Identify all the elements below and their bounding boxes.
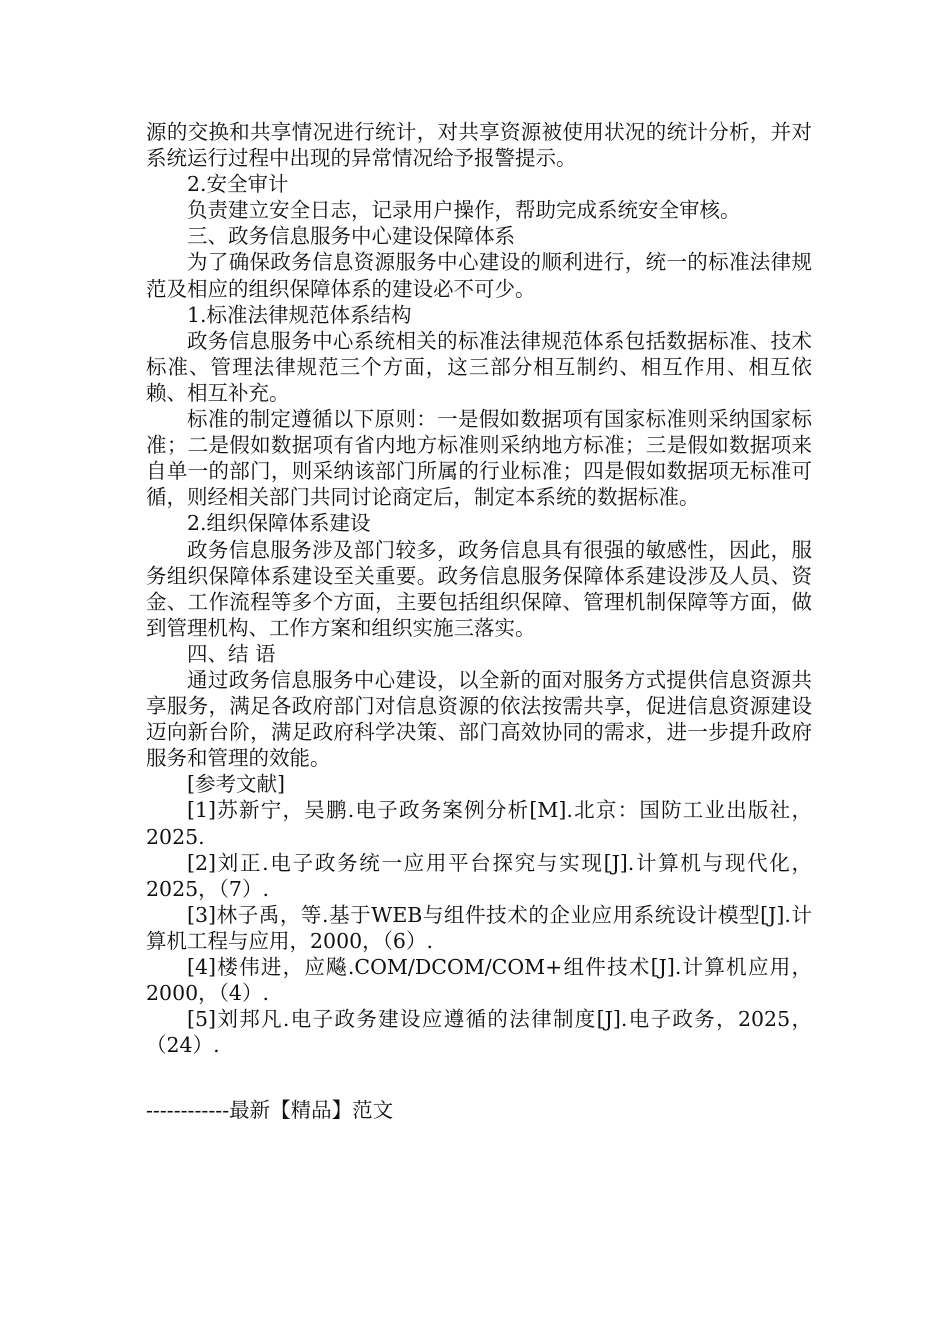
paragraph: 2.组织保障体系建设	[187, 511, 371, 536]
paragraph: 政务信息服务涉及部门较多，政务信息具有很强的敏感性，因此，服务组织保障体系建设至关重要。政务信息服务保障体系建设涉及人员、资金、工作流程等多个方面，主要包括组织保障、管理机制保障等方面，做到管理机构、工作方案和组织实施三落实。	[146, 537, 812, 640]
paragraph: 2.安全审计	[187, 172, 289, 197]
paragraph: [1]苏新宁，吴鹏.电子政务案例分析[M].北京：国防工业出版社，2025.	[146, 798, 812, 849]
paragraph: 为了确保政务信息资源服务中心建设的顺利进行，统一的标准法律规范及相应的组织保障体系的建设必不可少。	[146, 250, 812, 301]
paragraph: [4]楼伟进，应飚.COM/DCOM/COM+组件技术[J].计算机应用，2000，（4）.	[146, 955, 812, 1006]
paragraph: 1.标准法律规范体系结构	[187, 302, 412, 327]
paragraph: 三、政务信息服务中心建设保障体系	[187, 224, 515, 249]
paragraph: 四、结 语	[187, 641, 276, 666]
paragraph: 标准的制定遵循以下原则：一是假如数据项有国家标准则采纳国家标准；二是假如数据项有省内地方标准则采纳地方标准；三是假如数据项来自单一的部门，则采纳该部门所属的行业标准；四是假如数据项无标准可循，则经相关部门共同讨论商定后，制定本系统的数据标准。	[146, 407, 812, 510]
page-footer: ------------最新【精品】范文	[146, 1098, 394, 1122]
paragraph: [参考文献]	[187, 772, 285, 797]
paragraph: [5]刘邦凡.电子政务建设应遵循的法律制度[J].电子政务，2025，（24）.	[146, 1007, 812, 1058]
paragraph: [2]刘正.电子政务统一应用平台探究与实现[J].计算机与现代化，2025，（7）.	[146, 850, 812, 901]
paragraph: 负责建立安全日志，记录用户操作，帮助完成系统安全审核。	[187, 198, 741, 223]
paragraph: 源的交换和共享情况进行统计，对共享资源被使用状况的统计分析，并对系统运行过程中出现的异常情况给予报警提示。	[146, 120, 812, 171]
document-body	[146, 119, 812, 1058]
paragraph: 通过政务信息服务中心建设，以全新的面对服务方式提供信息资源共享服务，满足各政府部门对信息资源的依法按需共享，促进信息资源建设迈向新台阶，满足政府科学决策、部门高效协同的需求，进一步提升政府服务和管理的效能。	[146, 667, 812, 771]
paragraph: [3]林子禹，等.基于WEB与组件技术的企业应用系统设计模型[J].计算机工程与应用，2000，（6）.	[146, 902, 812, 953]
paragraph: 政务信息服务中心系统相关的标准法律规范体系包括数据标准、技术标准、管理法律规范三个方面，这三部分相互制约、相互作用、相互依赖、相互补充。	[146, 328, 812, 405]
